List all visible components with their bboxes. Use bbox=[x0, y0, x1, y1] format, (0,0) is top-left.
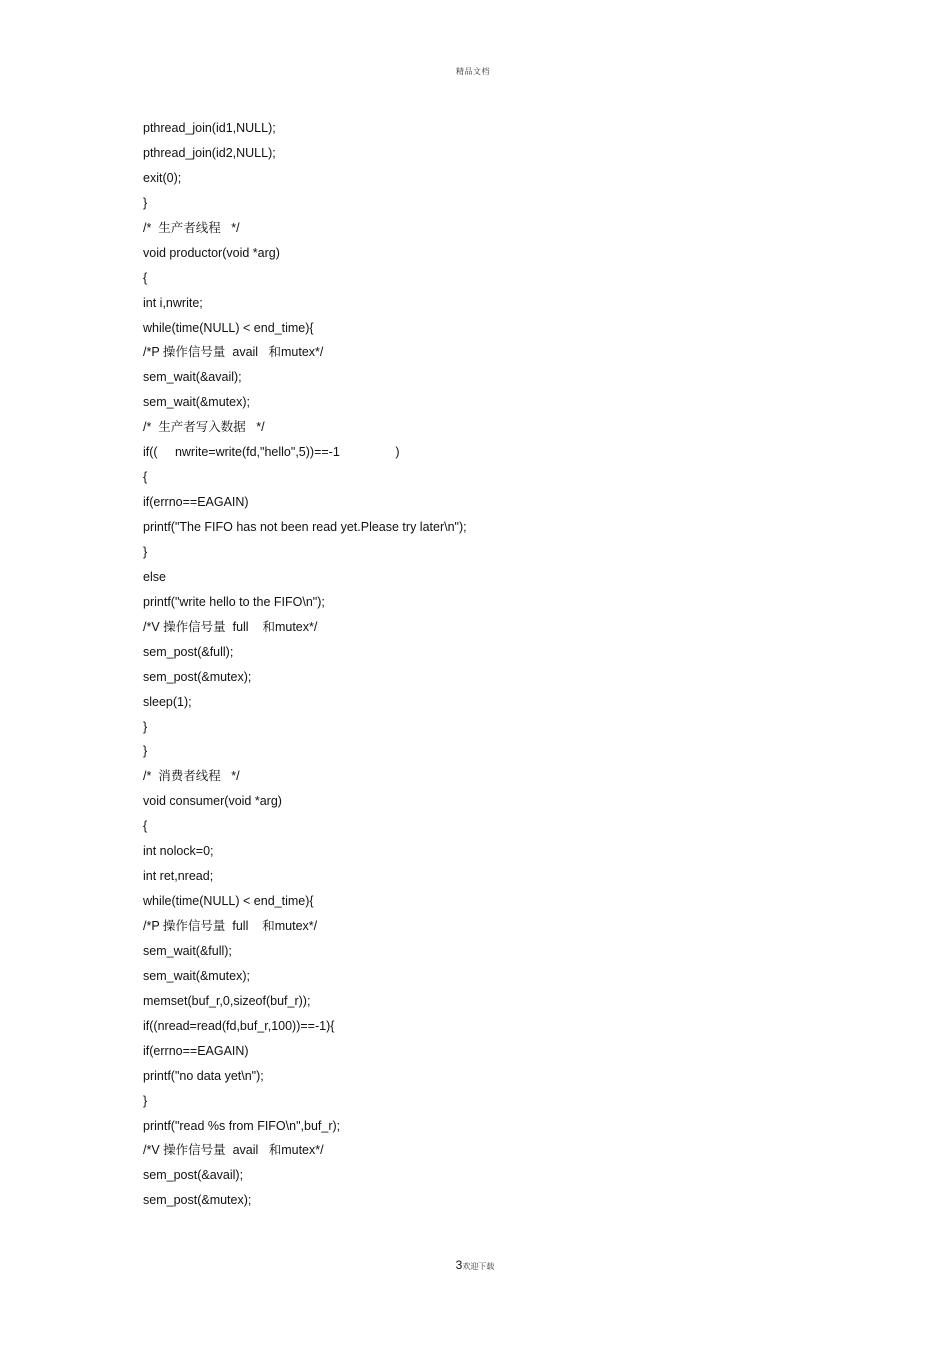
code-line: int nolock=0; bbox=[143, 844, 214, 859]
code-line: while(time(NULL) < end_time){ bbox=[143, 894, 314, 909]
code-line: if(errno==EAGAIN) bbox=[143, 495, 249, 510]
code-line: } bbox=[143, 1093, 148, 1108]
code-line: if(( nwrite=write(fd,"hello",5))==-1 ) bbox=[143, 445, 400, 460]
code-line: memset(buf_r,0,sizeof(buf_r)); bbox=[143, 993, 311, 1008]
code-line: sem_wait(&full); bbox=[143, 943, 232, 958]
code-line: sem_post(&full); bbox=[143, 644, 234, 659]
code-line: sem_post(&mutex); bbox=[143, 1193, 252, 1208]
code-line: } bbox=[143, 195, 148, 210]
code-line: sleep(1); bbox=[143, 694, 192, 709]
code-line: } bbox=[143, 544, 148, 559]
code-line: pthread_join(id1,NULL); bbox=[143, 121, 276, 135]
code-line: /* 生产者写入数据 */ bbox=[143, 420, 265, 435]
code-line: while(time(NULL) < end_time){ bbox=[143, 320, 314, 335]
code-line: printf("read %s from FIFO\n",buf_r); bbox=[143, 1118, 341, 1133]
code-line: sem_wait(&mutex); bbox=[143, 395, 250, 410]
code-line: int ret,nread; bbox=[143, 869, 214, 884]
code-line: if((nread=read(fd,buf_r,100))==-1){ bbox=[143, 1018, 335, 1033]
code-line: /*P 操作信号量 full 和mutex*/ bbox=[143, 919, 318, 933]
code-line: printf("write hello to the FIFO\n"); bbox=[143, 594, 325, 609]
page-footer bbox=[0, 1258, 950, 1272]
code-line: sem_post(&avail); bbox=[143, 1168, 244, 1183]
code-line: if(errno==EAGAIN) bbox=[143, 1043, 249, 1058]
code-line: /*V 操作信号量 avail 和mutex*/ bbox=[143, 1143, 324, 1158]
code-line: sem_post(&mutex); bbox=[143, 669, 252, 684]
code-line: } bbox=[143, 744, 148, 759]
code-line: /* 消费者线程 */ bbox=[143, 769, 240, 784]
code-line: { bbox=[143, 470, 148, 485]
page-header: 精品文档 bbox=[456, 67, 490, 76]
code-line: printf("The FIFO has not been read yet.Please try later\n"); bbox=[143, 520, 467, 534]
code-listing bbox=[143, 116, 863, 1213]
footer-text: 欢迎下载 bbox=[462, 1262, 495, 1271]
code-line: sem_wait(&avail); bbox=[143, 370, 242, 385]
code-line: { bbox=[143, 270, 148, 285]
code-line: } bbox=[143, 719, 148, 734]
code-line: /*V 操作信号量 full 和mutex*/ bbox=[143, 619, 318, 634]
code-line: void consumer(void *arg) bbox=[143, 794, 282, 809]
code-line: exit(0); bbox=[143, 170, 182, 185]
code-line: void productor(void *arg) bbox=[143, 245, 280, 260]
code-line: { bbox=[143, 819, 148, 834]
code-line: int i,nwrite; bbox=[143, 295, 203, 310]
code-line: pthread_join(id2,NULL); bbox=[143, 145, 276, 160]
code-line: /* 生产者线程 */ bbox=[143, 220, 240, 235]
code-line: /*P 操作信号量 avail 和mutex*/ bbox=[143, 345, 324, 360]
code-line: printf("no data yet\n"); bbox=[143, 1068, 264, 1083]
page-number: 3 bbox=[455, 1258, 463, 1272]
code-line: else bbox=[143, 569, 166, 584]
code-line: sem_wait(&mutex); bbox=[143, 968, 250, 983]
